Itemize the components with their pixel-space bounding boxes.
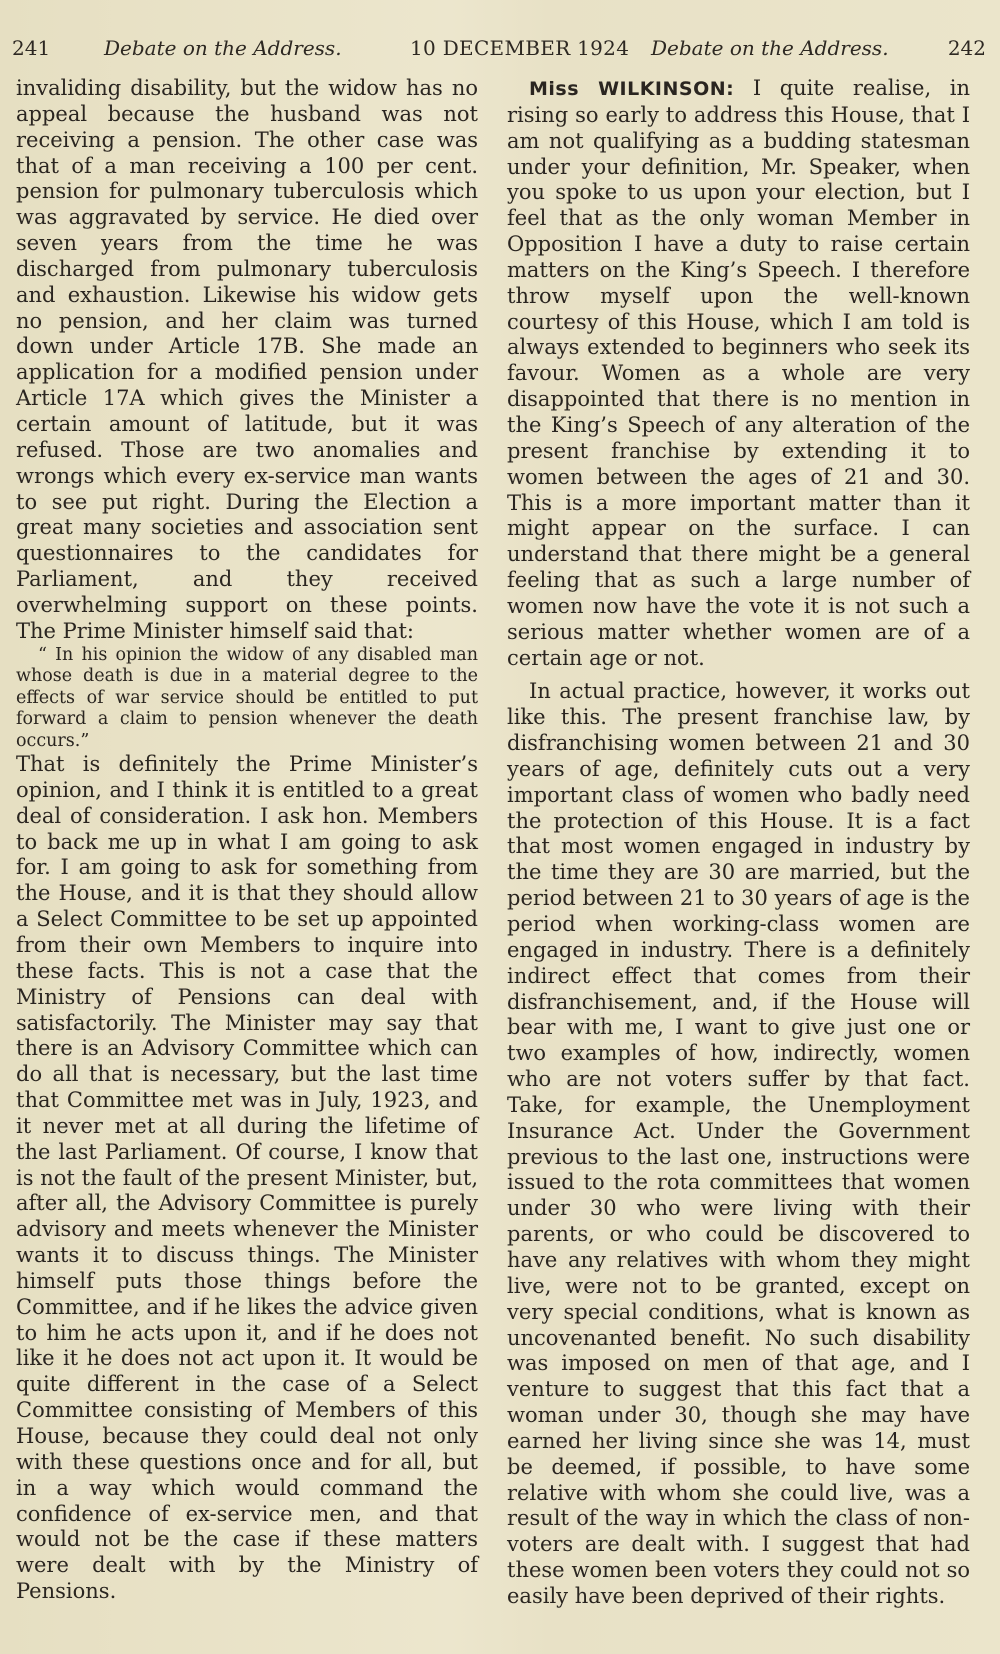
column-divider [490, 80, 491, 1620]
left-paragraph-1: invaliding disability, but the widow has no appeal because the husband was not receiving a pension. The other case was that of a man receiving a 100 per cent. pension for pulmonary tuberculosis which was aggravated by service. He died over seven years from the time he was discharged from pulmonary tuberculosis and exhaustion. Likewise his widow gets no pension, and her claim was turned down under Article 17B. She made an application for a modified pension under Article 17A which gives the Minister a certain amount of latitude, but it was refused. Those are two anomalies and wrongs which every ex-service man wants to see put right. During the Election a great many societies and association sent questionnaires to the candidates for Parliament, and they received overwhelming support on these points. The Prime Minister himself said that: [16, 76, 478, 643]
running-title-right: Debate on the Address. [651, 36, 889, 60]
prime-minister-quote: “ In his opinion the widow of any disabled man whose death is due in a material degree to the effects of war service should be entitled to put forward a claim to pension whenever the death occurs.” [16, 644, 478, 751]
page-number-left: 241 [12, 36, 51, 60]
right-column [507, 76, 970, 1610]
header-date: 10 DECEMBER 1924 [410, 36, 630, 60]
right-paragraph-2: In actual practice, however, it works out like this. The present franchise law, by disfranchising women between 21 and 30 years of age, definitely cuts out a very important class of women who badly need the protection of this House. It is a fact that most women engaged in industry by the time they are 30 are married, but the period between 21 to 30 years of age is the period when working-class women are engaged in industry. There is a definitely indirect effect that comes from their disfranchisement, and, if the House will bear with me, I want to give just one or two examples of how, indirectly, women who are not voters suffer by that fact. Take, for example, the Unemployment Insurance Act. Under the Government previous to the last one, instructions were issued to the rota committees that women under 30 who were living with their parents, or who could be discovered to have any relatives with whom they might live, were not to be granted, except on very special conditions, what is known as uncovenanted benefit. No such disability was imposed on men of that age, and I venture to suggest that this fact that a woman under 30, though she may have earned her living since she was 14, must be deemed, if possible, to have some relative with whom she could live, was a result of the way in which the class of non-voters are dealt with. I suggest that had these women been voters they could not so easily have been deprived of their rights. [507, 679, 970, 1608]
speech-opening: I quite realise, in rising so early to address this House, that I am not qualifying as a budding statesman under your definition, Mr. Speaker, when you spoke to us upon your election, but I feel that as the only woman Member in Opposition I have a duty to raise certain matters on the King’s Speech. I therefore throw myself upon the well-known courtesy of this House, which I am told is always extended to beginners who seek its favour. Women as a whole are very disappointed that there is no mention in the King’s Speech of any alteration of the present franchise by extending it to women between the ages of 21 and 30. This is a more important matter than it might appear on the surface. I can understand that there might be a general feeling that as such a large number of women now have the vote it is not such a serious matter whether women are of a certain age or not. [507, 76, 970, 670]
page-number-right: 242 [947, 36, 986, 60]
speaker-name: Miss WILKINSON: [529, 78, 735, 100]
left-paragraph-2: That is definitely the Prime Minister’s opinion, and I think it is entitled to a great deal of consideration. I ask hon. Members to back me up in what I am going to ask for. I am going to ask for something from the House, and it is that they should allow a Select Committee to be set up appointed from their own Members to inquire into these facts. This is not a case that the Ministry of Pensions can deal with satisfactorily. The Minister may say that there is an Advisory Committee which can do all that is necessary, but the last time that Committee met was in July, 1923, and it never met at all during the lifetime of the last Parliament. Of course, I know that is not the fault of the present Minister, but, after all, the Advisory Committee is purely advisory and meets whenever the Minister wants it to discuss things. The Minister himself puts those things before the Committee, and if he likes the advice given to him he acts upon it, and if he does not like it he does not act upon it. It would be quite different in the case of a Select Committee consisting of Members of this House, because they could deal not only with these questions once and for all, but in a way which would command the confidence of ex-service men, and that would not be the case if these matters were dealt with by the Ministry of Pensions. [16, 752, 478, 1604]
running-header [12, 36, 992, 70]
left-column [16, 76, 478, 1605]
right-paragraph-1 [507, 76, 970, 671]
running-title-left: Debate on the Address. [104, 36, 342, 60]
